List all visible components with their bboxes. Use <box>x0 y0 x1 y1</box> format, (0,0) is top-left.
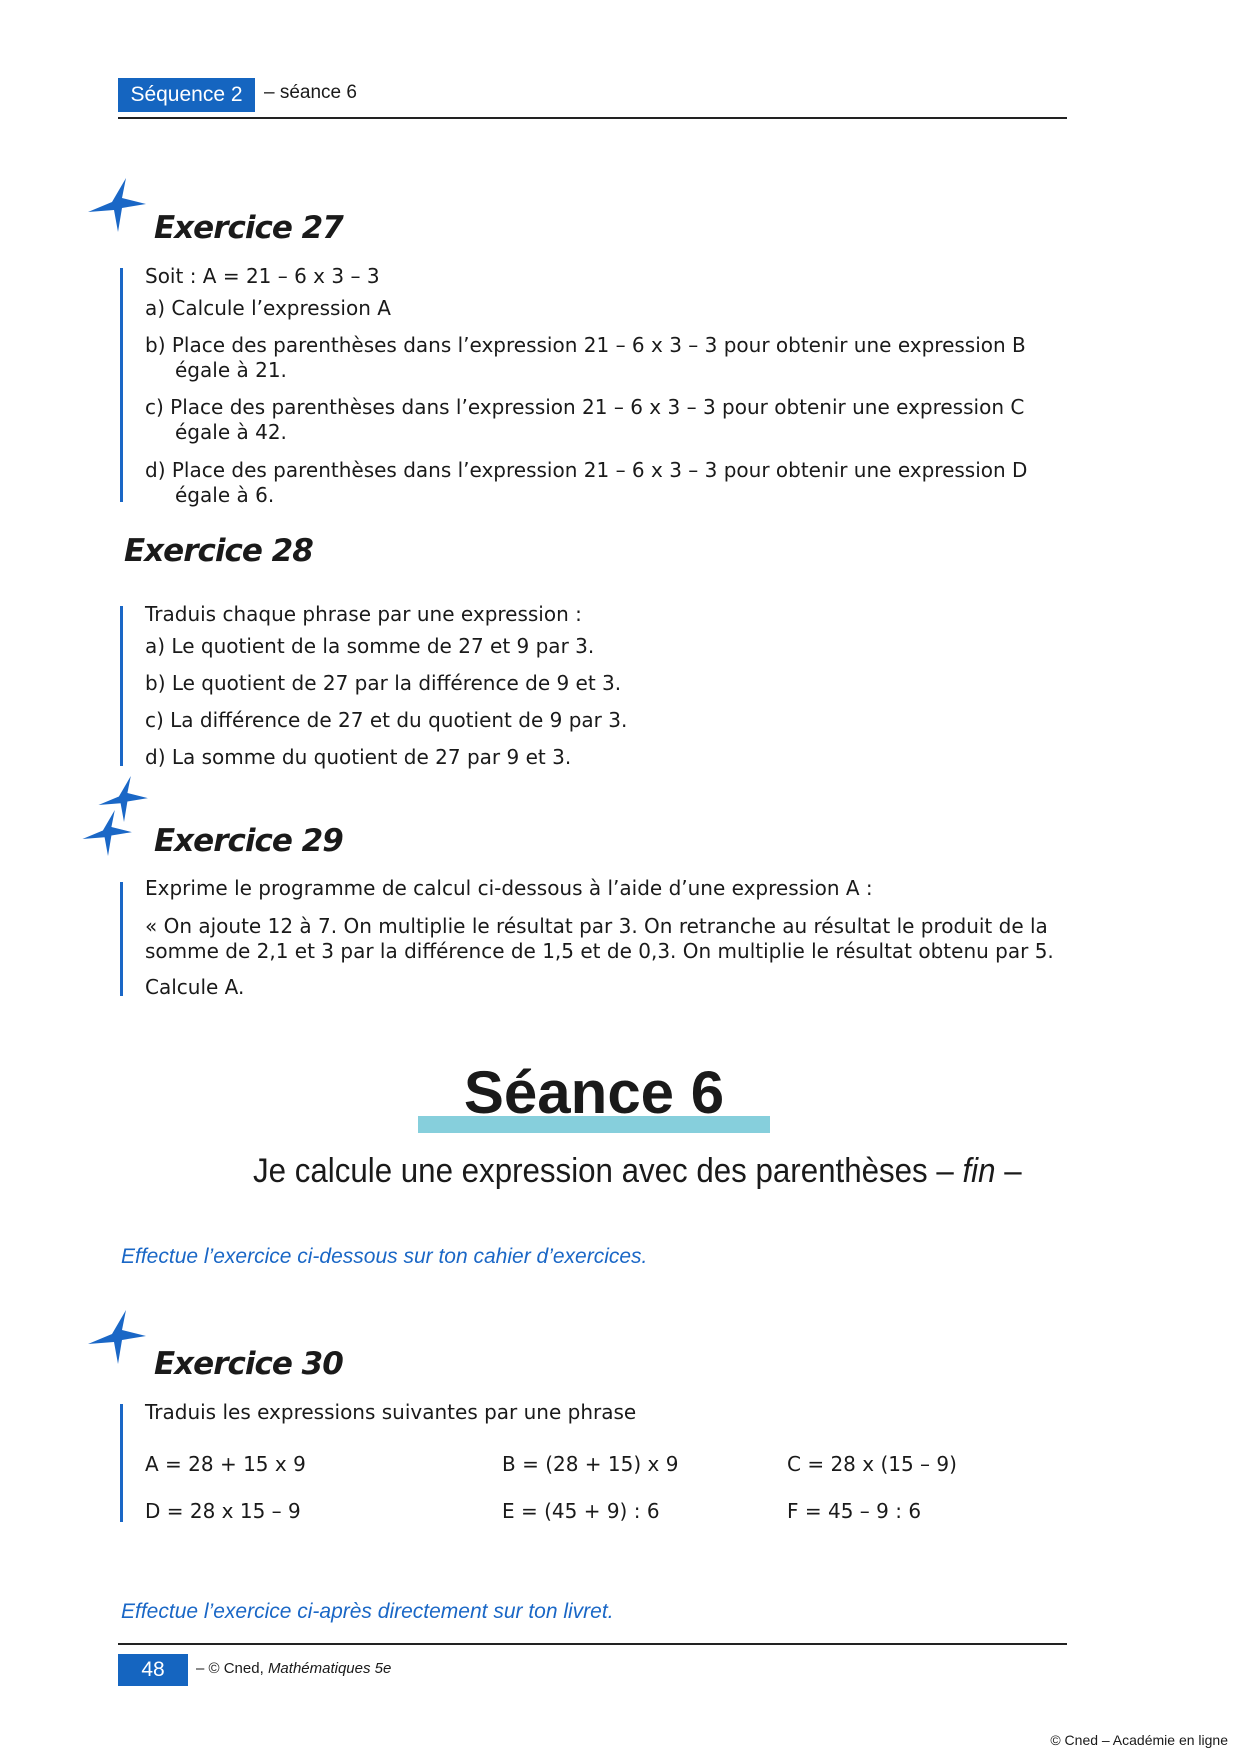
subtitle-end: – <box>995 1152 1022 1190</box>
ex27-line: égale à 6. <box>175 483 275 507</box>
expression: E = (45 + 9) : 6 <box>502 1499 660 1523</box>
exercise-bar <box>120 1404 123 1522</box>
expression: B = (28 + 15) x 9 <box>502 1452 679 1476</box>
star-icon <box>88 178 148 232</box>
ex28-line: c) La différence de 27 et du quotient de 9 par 3. <box>145 708 628 732</box>
instruction-booklet: Effectue l’exercice ci-après directement sur ton livret. <box>121 1600 614 1623</box>
expression: A = 28 + 15 x 9 <box>145 1452 306 1476</box>
exercise-bar <box>120 268 123 502</box>
ex29-line: somme de 2,1 et 3 par la différence de 1,5 et de 0,3. On multiplie le résultat obtenu par 5. <box>145 939 1054 963</box>
subtitle-italic: fin <box>962 1152 996 1190</box>
ex27-line: c) Place des parenthèses dans l’expression 21 – 6 x 3 – 3 pour obtenir une expression C <box>145 395 1025 419</box>
subtitle-text: Je calcule une expression avec des parenthèses – <box>253 1152 963 1190</box>
star-icon <box>88 1310 148 1364</box>
ex28-line: Traduis chaque phrase par une expression : <box>145 602 582 626</box>
exercise-27-title: Exercice 27 <box>154 210 343 246</box>
ex27-line: a) Calcule l’expression A <box>145 296 391 320</box>
star-icon <box>80 810 136 856</box>
session-title: Séance 6 <box>463 1059 725 1126</box>
book-title: Mathématiques 5e <box>267 1660 392 1677</box>
footer-rule <box>118 1643 1067 1645</box>
expression: C = 28 x (15 – 9) <box>787 1452 957 1476</box>
exercise-30-title: Exercice 30 <box>154 1346 343 1382</box>
page-number: 48 <box>118 1654 188 1686</box>
ex28-line: d) La somme du quotient de 27 par 9 et 3. <box>145 745 572 769</box>
ex27-line: Soit : A = 21 – 6 x 3 – 3 <box>145 264 380 288</box>
expression: D = 28 x 15 – 9 <box>145 1499 301 1523</box>
session-subtitle <box>253 1152 1022 1191</box>
ex30-intro: Traduis les expressions suivantes par une phrase <box>145 1400 637 1424</box>
exercise-29-title: Exercice 29 <box>154 823 343 859</box>
session-label: – séance 6 <box>264 82 357 103</box>
ex29-line: Exprime le programme de calcul ci-dessous à l’aide d’une expression A : <box>145 876 873 900</box>
ex29-line: « On ajoute 12 à 7. On multiplie le résultat par 3. On retranche au résultat le produit de la <box>145 914 1048 938</box>
instruction-notebook: Effectue l’exercice ci-dessous sur ton cahier d’exercices. <box>121 1245 648 1268</box>
credit-text: – © Cned, <box>196 1660 268 1677</box>
header-rule <box>118 117 1067 119</box>
watermark: © Cned – Académie en ligne <box>1050 1732 1228 1748</box>
exercise-bar <box>120 882 123 996</box>
ex27-line: d) Place des parenthèses dans l’expression 21 – 6 x 3 – 3 pour obtenir une expression D <box>145 458 1028 482</box>
sequence-badge: Séquence 2 <box>118 78 255 112</box>
ex28-line: b) Le quotient de 27 par la différence de 9 et 3. <box>145 671 622 695</box>
expression: F = 45 – 9 : 6 <box>787 1499 922 1523</box>
exercise-28-title: Exercice 28 <box>124 533 313 569</box>
ex27-line: égale à 21. <box>175 358 287 382</box>
ex28-line: a) Le quotient de la somme de 27 et 9 par 3. <box>145 634 595 658</box>
ex27-line: égale à 42. <box>175 420 287 444</box>
ex29-line: Calcule A. <box>145 975 245 999</box>
footer-credit <box>196 1660 391 1677</box>
ex27-line: b) Place des parenthèses dans l’expression 21 – 6 x 3 – 3 pour obtenir une expression B <box>145 333 1026 357</box>
exercise-bar <box>120 606 123 766</box>
